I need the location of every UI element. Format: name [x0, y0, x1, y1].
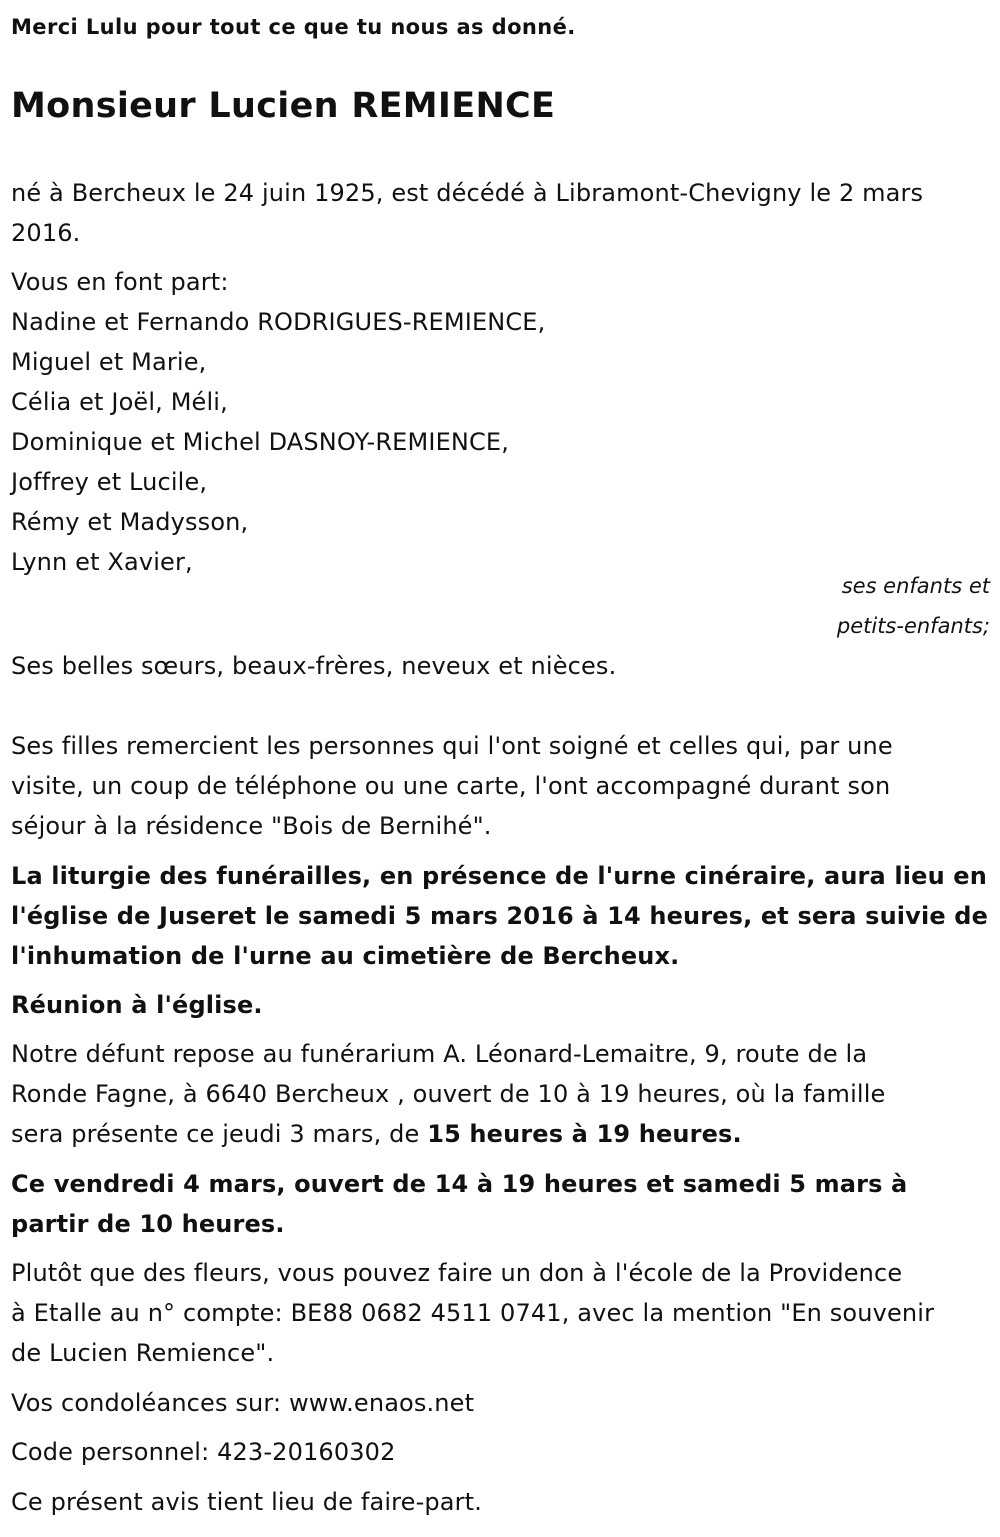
opening-line: partir de 10 heures.: [11, 1210, 285, 1238]
birth-death-line: 2016.: [11, 219, 81, 247]
relation-label: ses enfants et: [841, 574, 990, 598]
liturgy-line: l'inhumation de l'urne au cimetière de Bercheux.: [11, 942, 680, 970]
funerarium-line: Ronde Fagne, à 6640 Bercheux , ouvert de 10 à 19 heures, où la famille: [11, 1080, 886, 1108]
funerarium-hours: 15 heures à 19 heures.: [427, 1120, 742, 1148]
family-member: Joffrey et Lucile,: [11, 468, 208, 496]
donation-line: de Lucien Remience".: [11, 1339, 275, 1367]
donation-line: Plutôt que des fleurs, vous pouvez faire un don à l'école de la Providence: [11, 1259, 903, 1287]
family-member: Lynn et Xavier,: [11, 548, 193, 576]
dedication-line: Merci Lulu pour tout ce que tu nous as donné.: [11, 15, 576, 39]
relation-label: petits-enfants;: [836, 614, 990, 638]
family-member: Dominique et Michel DASNOY-REMIENCE,: [11, 428, 509, 456]
announce-intro: Vous en font part:: [11, 268, 229, 296]
family-member: Célia et Joël, Méli,: [11, 388, 228, 416]
family-member: Miguel et Marie,: [11, 348, 207, 376]
funerarium-text: sera présente ce jeudi 3 mars, de: [11, 1120, 428, 1148]
extended-family: Ses belles sœurs, beaux-frères, neveux et nièces.: [11, 652, 617, 680]
opening-line: Ce vendredi 4 mars, ouvert de 14 à 19 heures et samedi 5 mars à: [11, 1170, 908, 1198]
funerarium-line: [11, 1119, 742, 1149]
family-member: Nadine et Fernando RODRIGUES-REMIENCE,: [11, 308, 546, 336]
thanks-line: séjour à la résidence "Bois de Bernihé".: [11, 812, 492, 840]
liturgy-line: La liturgie des funérailles, en présence de l'urne cinéraire, aura lieu en: [11, 862, 987, 890]
liturgy-line: l'église de Juseret le samedi 5 mars 2016 à 14 heures, et sera suivie de: [11, 902, 989, 930]
thanks-line: Ses filles remercient les personnes qui l'ont soigné et celles qui, par une: [11, 732, 893, 760]
condolences-line: Vos condoléances sur: www.enaos.net: [11, 1389, 475, 1417]
funerarium-line: Notre défunt repose au funérarium A. Léonard-Lemaitre, 9, route de la: [11, 1040, 868, 1068]
personal-code: Code personnel: 423-20160302: [11, 1438, 396, 1466]
birth-death-line: né à Bercheux le 24 juin 1925, est décédé à Libramont-Chevigny le 2 mars: [11, 179, 924, 207]
deceased-name-title: Monsieur Lucien REMIENCE: [11, 86, 556, 126]
family-member: Rémy et Madysson,: [11, 508, 249, 536]
reunion-line: Réunion à l'église.: [11, 991, 263, 1019]
faire-part-notice: Ce présent avis tient lieu de faire-part.: [11, 1488, 482, 1516]
donation-line: à Etalle au n° compte: BE88 0682 4511 0741, avec la mention "En souvenir: [11, 1299, 935, 1327]
thanks-line: visite, un coup de téléphone ou une carte, l'ont accompagné durant son: [11, 772, 891, 800]
